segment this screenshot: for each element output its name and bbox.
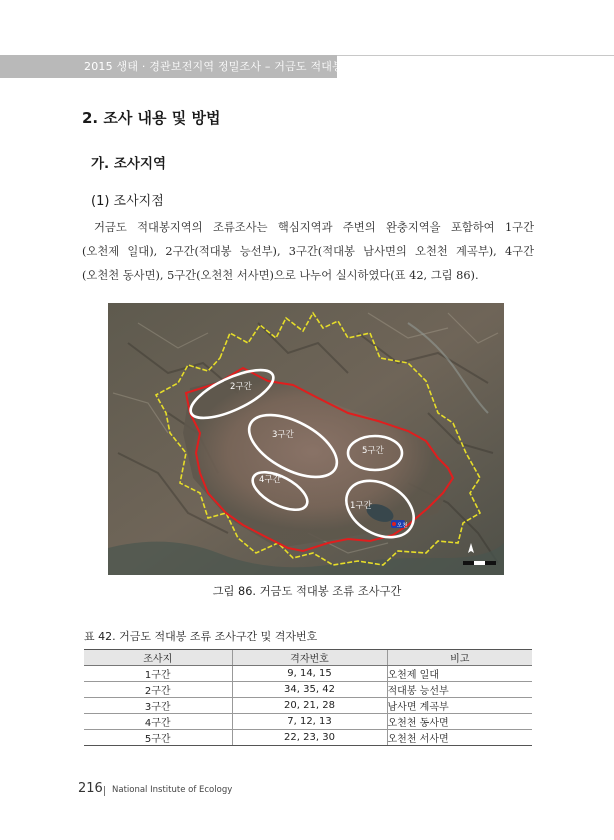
- body-line: (오천천 동사면), 5구간(오천천 서사면)으로 나누어 실시하였다(표 42, 그림 86).: [82, 269, 479, 282]
- table-cell-site: 2구간: [84, 682, 232, 698]
- table-cell-note: 적대봉 능선부: [387, 682, 532, 698]
- zone-label-1: 1구간: [350, 501, 372, 511]
- marker-label: 오천: [397, 523, 408, 529]
- table-row: [84, 682, 532, 698]
- scale-bar: [463, 561, 496, 565]
- running-header-title: 2015 생태 · 경관보전지역 정밀조사 – 거금도 적대봉: [84, 60, 343, 73]
- body-line: 거금도 적대봉지역의 조류조사는 핵심지역과 주변의 완충지역을 포함하여 1구간: [94, 221, 534, 234]
- subsubsection-heading: (1) 조사지점: [91, 194, 164, 209]
- table-header-note: 비고: [387, 650, 532, 666]
- zone-label-2: 2구간: [230, 382, 252, 392]
- table-header-grid: 격자번호: [232, 650, 387, 666]
- table-row: [84, 698, 532, 714]
- table-header-row: [84, 650, 532, 666]
- table-cell-site: 3구간: [84, 698, 232, 714]
- table-row: [84, 714, 532, 730]
- table-cell-grid: 34, 35, 42: [232, 682, 387, 698]
- table-cell-site: 5구간: [84, 730, 232, 746]
- table-header-site: 조사지: [84, 650, 232, 666]
- table-row: [84, 730, 532, 746]
- table-cell-site: 1구간: [84, 666, 232, 682]
- zone-label-4: 4구간: [259, 475, 281, 485]
- section-heading: 2. 조사 내용 및 방법: [82, 109, 221, 127]
- figure-caption: 그림 86. 거금도 적대봉 조류 조사구간: [212, 585, 402, 598]
- table-cell-note: 오천제 일대: [387, 666, 532, 682]
- subsection-heading: 가. 조사지역: [91, 156, 167, 172]
- table-cell-grid: 22, 23, 30: [232, 730, 387, 746]
- survey-zone-table: [84, 649, 532, 746]
- table-caption: 표 42. 거금도 적대봉 조류 조사구간 및 격자번호: [84, 630, 318, 643]
- table-cell-grid: 9, 14, 15: [232, 666, 387, 682]
- header-rule: [337, 55, 614, 56]
- page-number: 216: [78, 781, 103, 796]
- zone-label-3: 3구간: [272, 430, 294, 440]
- table-cell-note: 남사면 계곡부: [387, 698, 532, 714]
- footer-divider: [104, 786, 105, 796]
- body-line: (오천제 일대), 2구간(적대봉 능선부), 3구간(적대봉 남사면의 오천천 계곡부), 4구간: [82, 245, 534, 258]
- table-cell-site: 4구간: [84, 714, 232, 730]
- table-cell-grid: 7, 12, 13: [232, 714, 387, 730]
- zone-label-5: 5구간: [362, 446, 384, 456]
- table-cell-note: 오천천 동사면: [387, 714, 532, 730]
- survey-area-map: [108, 303, 504, 575]
- table-row: [84, 666, 532, 682]
- footer-publisher: National Institute of Ecology: [112, 785, 233, 795]
- table-cell-grid: 20, 21, 28: [232, 698, 387, 714]
- body-paragraph: [82, 216, 534, 288]
- table-cell-note: 오천천 서사면: [387, 730, 532, 746]
